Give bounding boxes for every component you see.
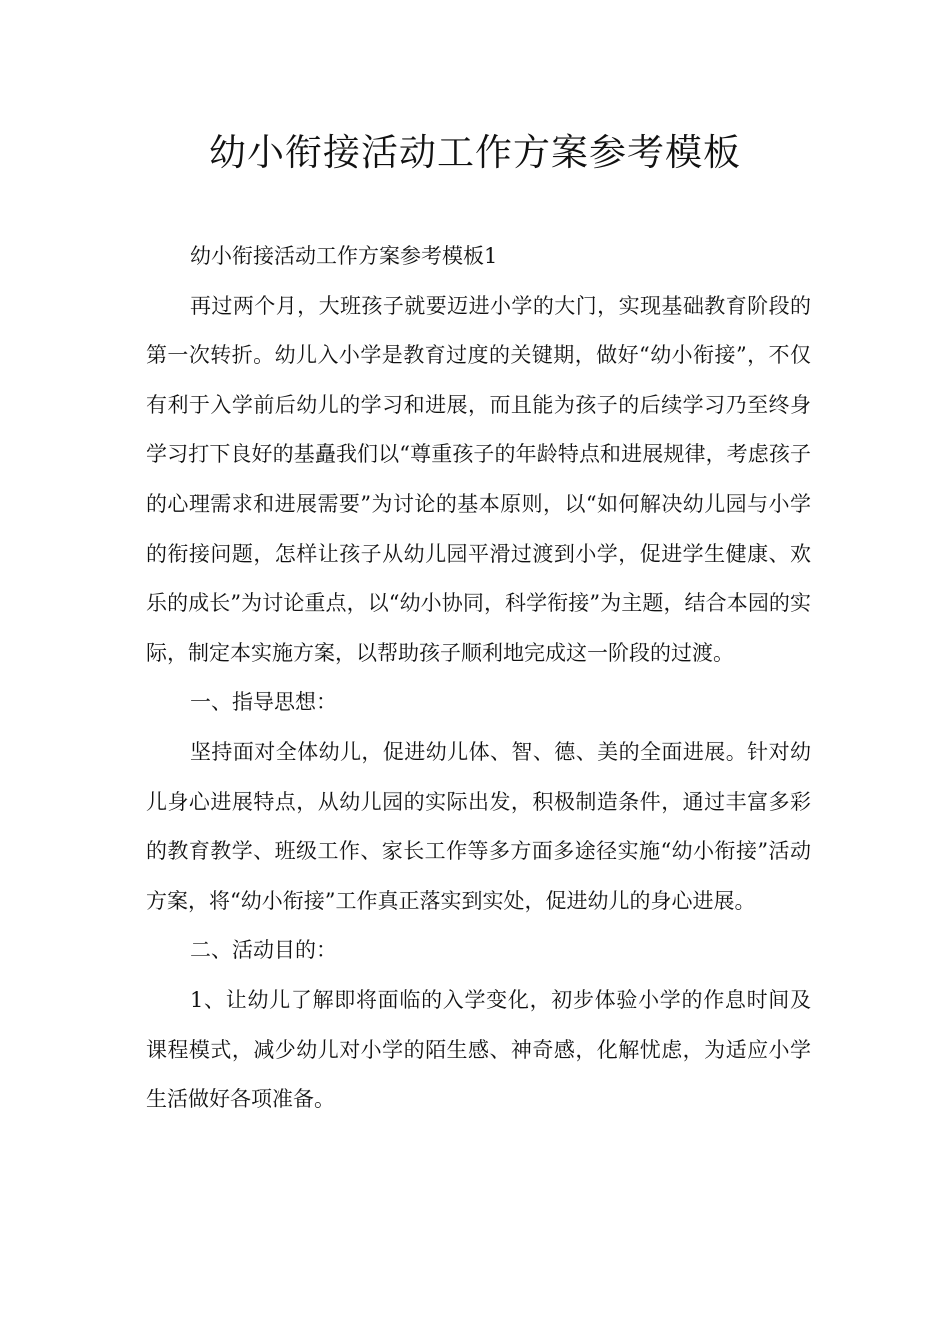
paragraph-intro: 再过两个月，大班孩子就要迈进小学的大门，实现基础教育阶段的第一次转折。幼儿入小学是教育过度的关键期，做好“幼小衔接”，不仅有利于入学前后幼儿的学习和进展，而且能为孩子的后续学习乃至终身学习打下良好的基矗我们以“尊重孩子的年龄特点和进展规律，考虑孩子的心理需求和进展需要”为讨论的基本原则，以“如何解决幼儿园与小学的衔接问题，怎样让孩子从幼儿园平滑过渡到小学，促进学生健康、欢乐的成长”为讨论重点，以“幼小协同，科学衔接”为主题，结合本园的实际，制定本实施方案，以帮助孩子顺利地完成这一阶段的过渡。 — [146, 293, 811, 665]
document-title: 幼小衔接活动工作方案参考模板 — [209, 131, 741, 174]
section-heading-activity-purpose: 二、活动目的： — [190, 938, 337, 963]
paragraph-purpose-1: 1、让幼儿了解即将面临的入学变化，初步体验小学的作息时间及课程模式，减少幼儿对小学的陌生感、神奇感，化解忧虑，为适应小学生活做好各项准备。 — [146, 987, 811, 1112]
section-heading-guiding-thought: 一、指导思想： — [190, 690, 337, 715]
paragraph-guiding-thought: 坚持面对全体幼儿，促进幼儿体、智、德、美的全面进展。针对幼儿身心进展特点，从幼儿园的实际出发，积极制造条件，通过丰富多彩的教育教学、班级工作、家长工作等多方面多途径实施“幼小衔接”活动方案，将“幼小衔接”工作真正落实到实处，促进幼儿的身心进展。 — [146, 739, 811, 913]
document-body — [146, 232, 811, 1125]
paragraph-subtitle: 幼小衔接活动工作方案参考模板1 — [190, 244, 498, 268]
